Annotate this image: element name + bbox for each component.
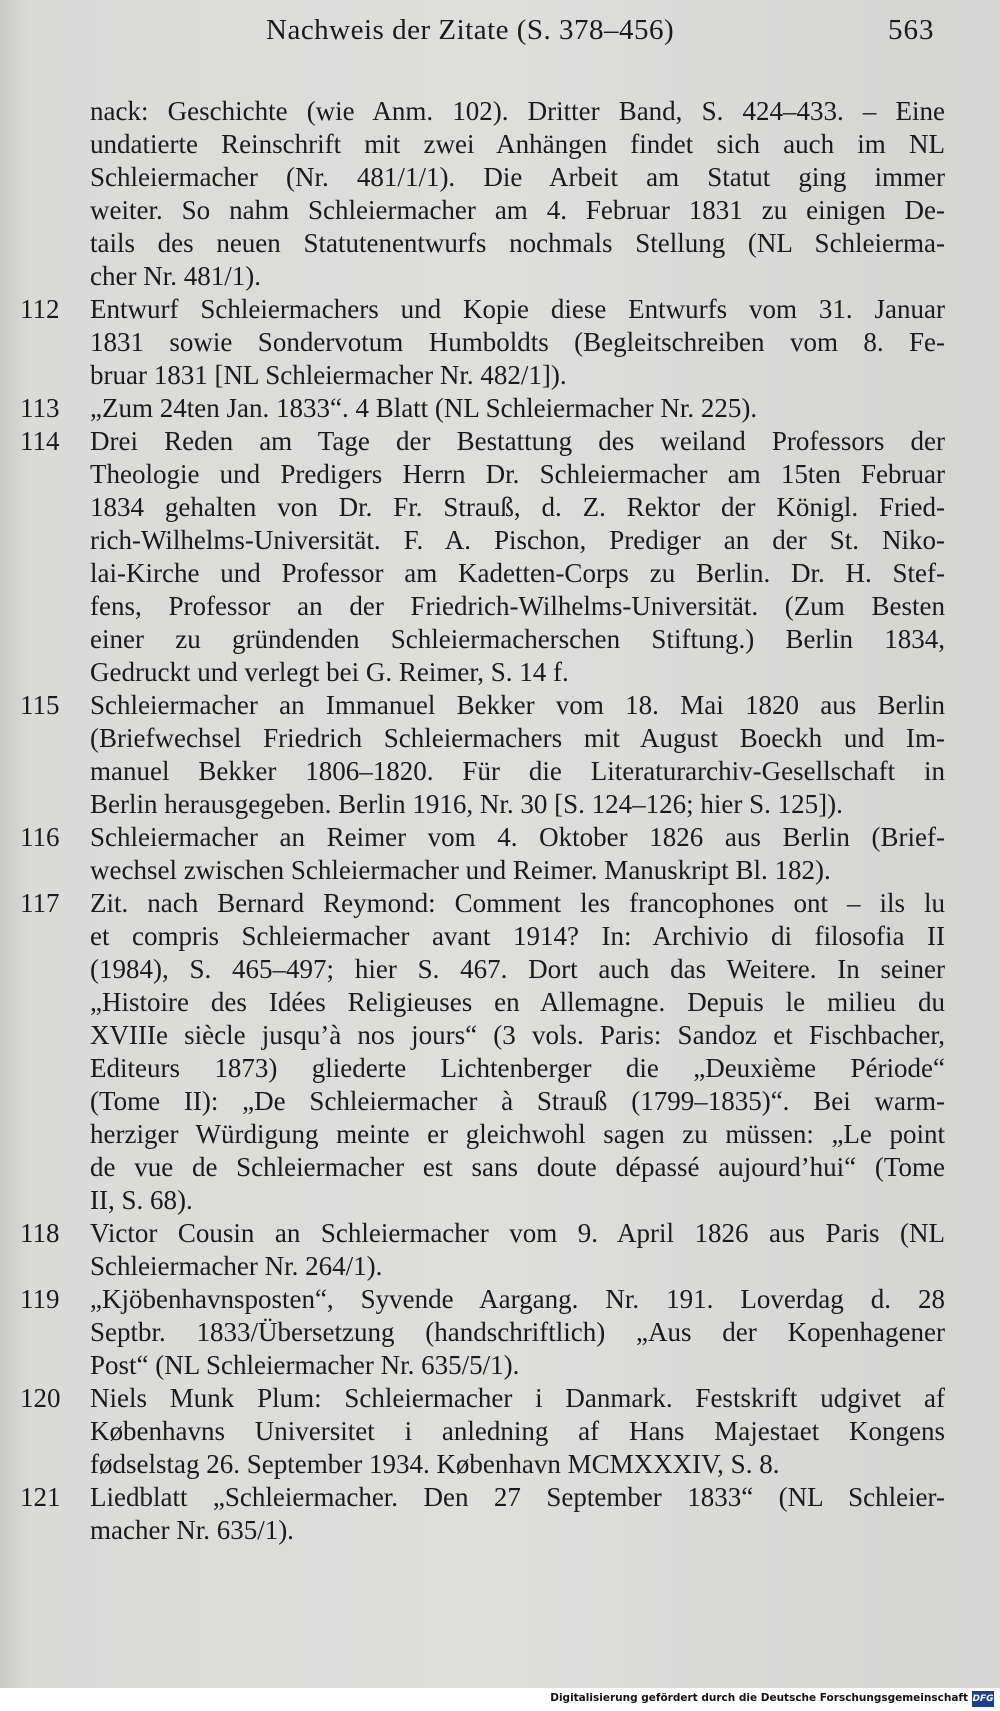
text-line: undatierte Reinschrift mit zwei Anhängen findet sich auch im NL bbox=[90, 129, 945, 159]
endnote-number: 119 bbox=[20, 1284, 60, 1314]
endnote-number: 121 bbox=[20, 1482, 61, 1512]
text-line: de vue de Schleiermacher est sans doute dépassé aujourd’hui“ (Tome bbox=[90, 1152, 945, 1182]
text-line: „Zum 24ten Jan. 1833“. 4 Blatt (NL Schleiermacher Nr. 225). bbox=[90, 393, 758, 423]
text-line: macher Nr. 635/1). bbox=[90, 1515, 294, 1545]
text-line: (1984), S. 465–497; hier S. 467. Dort auch das Weitere. In seiner bbox=[90, 954, 945, 984]
text-line: fens, Professor an der Friedrich-Wilhelms-Universität. (Zum Besten bbox=[90, 591, 945, 621]
endnote bbox=[20, 1217, 950, 1283]
text-line: XVIIIe siècle jusqu’à nos jours“ (3 vols. Paris: Sandoz et Fischbacher, bbox=[90, 1020, 945, 1050]
running-header bbox=[0, 14, 1000, 54]
endnote-text bbox=[90, 293, 950, 392]
text-line: manuel Bekker 1806–1820. Für die Literaturarchiv-Gesellschaft in bbox=[90, 756, 945, 786]
text-line: weiter. So nahm Schleiermacher am 4. Februar 1831 zu einigen De- bbox=[90, 195, 945, 225]
text-line: 1831 sowie Sondervotum Humboldts (Begleitschreiben vom 8. Fe- bbox=[90, 327, 945, 357]
text-line: Zit. nach Bernard Reymond: Comment les francophones ont – ils lu bbox=[90, 888, 945, 918]
text-line: fødselstag 26. September 1934. København MCMXXXIV, S. 8. bbox=[90, 1449, 780, 1479]
endnote-text bbox=[90, 1382, 950, 1481]
page-number: 563 bbox=[888, 14, 935, 46]
endnote bbox=[20, 293, 950, 392]
endnote-number: 115 bbox=[20, 690, 60, 720]
text-line: wechsel zwischen Schleiermacher und Reimer. Manuskript Bl. 182). bbox=[90, 855, 831, 885]
endnote-text bbox=[90, 1481, 950, 1547]
endnote-number: 112 bbox=[20, 294, 60, 324]
text-line: Liedblatt „Schleiermacher. Den 27 September 1833“ (NL Schleier- bbox=[90, 1482, 945, 1512]
endnote bbox=[20, 392, 950, 425]
endnote-number: 118 bbox=[20, 1218, 60, 1248]
endnote-number: 120 bbox=[20, 1383, 61, 1413]
digitization-footer bbox=[0, 1688, 1000, 1711]
endnote-text bbox=[90, 1283, 950, 1382]
text-line: nack: Geschichte (wie Anm. 102). Dritter Band, S. 424–433. – Eine bbox=[90, 96, 945, 126]
endnote bbox=[20, 425, 950, 689]
text-line: Berlin herausgegeben. Berlin 1916, Nr. 30 [S. 124–126; hier S. 125]). bbox=[90, 789, 843, 819]
text-line: et compris Schleiermacher avant 1914? In: Archivio di filosofia II bbox=[90, 921, 945, 951]
text-line: Schleiermacher an Reimer vom 4. Oktober 1826 aus Berlin (Brief- bbox=[90, 822, 945, 852]
endnote-text bbox=[90, 425, 950, 689]
text-line: Schleiermacher Nr. 264/1). bbox=[90, 1251, 383, 1281]
text-line: „Histoire des Idées Religieuses en Allemagne. Depuis le milieu du bbox=[90, 987, 945, 1017]
text-line: einer zu gründenden Schleiermacherschen Stiftung.) Berlin 1834, bbox=[90, 624, 945, 654]
text-line: „Kjöbenhavnsposten“, Syvende Aargang. Nr. 191. Loverdag d. 28 bbox=[90, 1284, 945, 1314]
text-line: II, S. 68). bbox=[90, 1185, 193, 1215]
text-line: (Tome II): „De Schleiermacher à Strauß (1799–1835)“. Bei warm- bbox=[90, 1086, 945, 1116]
endnote bbox=[20, 821, 950, 887]
text-line: lai-Kirche und Professor am Kadetten-Corps zu Berlin. Dr. H. Stef- bbox=[90, 558, 945, 588]
endnote-text bbox=[90, 821, 950, 887]
endnote-number bbox=[20, 95, 90, 293]
endnote-text bbox=[90, 392, 950, 425]
text-line: tails des neuen Statutenentwurfs nochmals Stellung (NL Schleierma- bbox=[90, 228, 945, 258]
text-line: Post“ (NL Schleiermacher Nr. 635/5/1). bbox=[90, 1350, 520, 1380]
dfg-logo-icon: DFG bbox=[972, 1691, 994, 1707]
text-line: (Briefwechsel Friedrich Schleiermachers mit August Boeckh und Im- bbox=[90, 723, 945, 753]
text-line: Gedruckt und verlegt bei G. Reimer, S. 14 f. bbox=[90, 657, 569, 687]
text-line: Københavns Universitet i anledning af Hans Majestaet Kongens bbox=[90, 1416, 945, 1446]
endnote bbox=[20, 1382, 950, 1481]
text-line: Schleiermacher an Immanuel Bekker vom 18. Mai 1820 aus Berlin bbox=[90, 690, 945, 720]
text-line: rich-Wilhelms-Universität. F. A. Pischon, Prediger an der St. Niko- bbox=[90, 525, 945, 555]
endnote bbox=[20, 887, 950, 1217]
text-line: Schleiermacher (Nr. 481/1/1). Die Arbeit am Statut ging immer bbox=[90, 162, 945, 192]
text-line: Editeurs 1873) gliederte Lichtenberger die „Deuxième Période“ bbox=[90, 1053, 945, 1083]
endnote-text bbox=[90, 1217, 950, 1283]
text-line: Septbr. 1833/Übersetzung (handschriftlich) „Aus der Kopenhagener bbox=[90, 1317, 945, 1347]
endnote bbox=[20, 95, 950, 293]
text-line: Niels Munk Plum: Schleiermacher i Danmark. Festskrift udgivet af bbox=[90, 1383, 945, 1413]
endnote-text bbox=[90, 95, 950, 293]
endnote bbox=[20, 1283, 950, 1382]
endnote-text bbox=[90, 689, 950, 821]
text-line: 1834 gehalten von Dr. Fr. Strauß, d. Z. Rektor der Königl. Fried- bbox=[90, 492, 945, 522]
endnote-number: 113 bbox=[20, 393, 60, 423]
endnote-number: 114 bbox=[20, 426, 60, 456]
text-line: cher Nr. 481/1). bbox=[90, 261, 261, 291]
endnotes-list bbox=[20, 95, 950, 1547]
text-line: herziger Würdigung meinte er gleichwohl sagen zu müssen: „Le point bbox=[90, 1119, 945, 1149]
text-line: Drei Reden am Tage der Bestattung des weiland Professors der bbox=[90, 426, 945, 456]
endnote-number: 116 bbox=[20, 822, 60, 852]
endnote bbox=[20, 689, 950, 821]
endnote-number: 117 bbox=[20, 888, 60, 918]
endnote bbox=[20, 1481, 950, 1547]
text-line: bruar 1831 [NL Schleiermacher Nr. 482/1]). bbox=[90, 360, 567, 390]
footer-credit: Digitalisierung gefördert durch die Deutsche Forschungsgemeinschaft bbox=[550, 1692, 968, 1704]
text-line: Theologie und Predigers Herrn Dr. Schleiermacher am 15ten Februar bbox=[90, 459, 945, 489]
endnote-text bbox=[90, 887, 950, 1217]
text-line: Victor Cousin an Schleiermacher vom 9. April 1826 aus Paris (NL bbox=[90, 1218, 945, 1248]
header-title: Nachweis der Zitate (S. 378–456) bbox=[266, 14, 675, 46]
text-line: Entwurf Schleiermachers und Kopie diese Entwurfs vom 31. Januar bbox=[90, 294, 945, 324]
